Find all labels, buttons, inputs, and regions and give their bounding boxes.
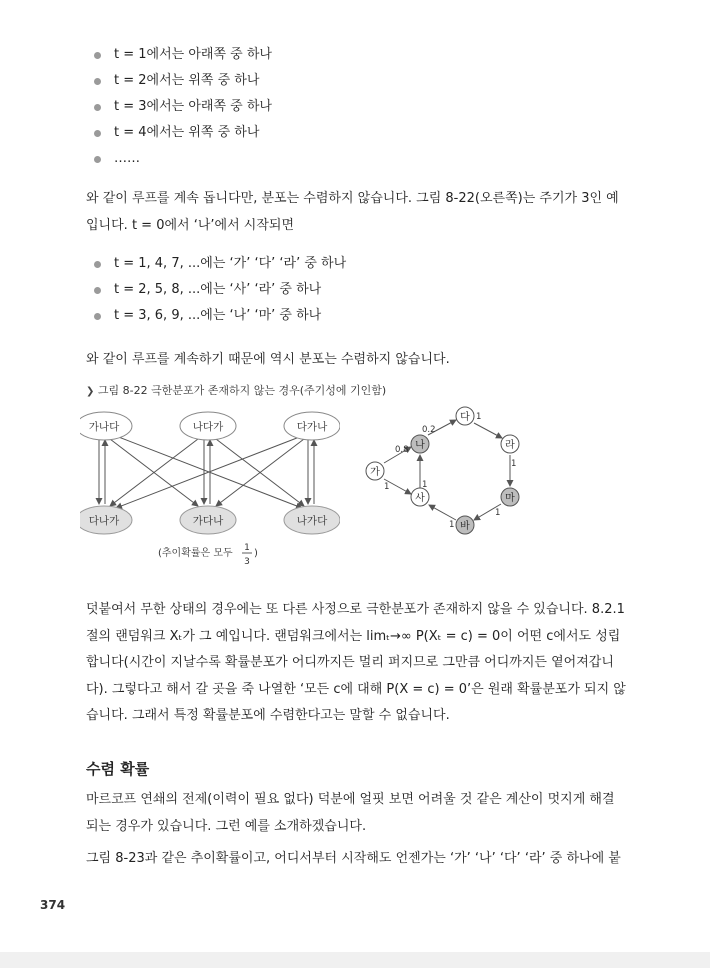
page-number: 374	[40, 898, 66, 912]
list-item: ……	[92, 146, 272, 172]
state-node	[456, 516, 474, 534]
transition-edges	[384, 420, 510, 520]
state-node-label: 나다가	[192, 421, 224, 433]
paragraph-line: 절의 랜덤워크 Xₜ가 그 예입니다. 랜덤워크에서는 limₜ→∞ P(Xₜ = c) = 0이 어떤 c에서도 성립	[86, 628, 621, 644]
bullet-list-2	[92, 251, 346, 329]
edge-label: 1	[476, 412, 482, 422]
list-item: t = 1, 4, 7, ...에는 ‘가’ ‘다’ ‘라’ 중 하나	[92, 251, 346, 277]
list-item: t = 1에서는 아래쪽 중 하나	[92, 42, 272, 68]
edge-label: 1	[495, 508, 501, 518]
list-item: t = 2, 5, 8, ...에는 ‘사’ ‘라’ 중 하나	[92, 277, 346, 303]
probability-note	[158, 543, 258, 567]
state-node-label: 가	[370, 467, 380, 478]
probability-fraction-denominator: 3	[244, 557, 250, 567]
bullet-list-1	[92, 42, 272, 172]
state-node	[180, 506, 236, 534]
state-node-label: 나가다	[296, 515, 328, 527]
paragraph-line: 입니다. t = 0에서 ‘나’에서 시작되면	[86, 217, 295, 233]
paragraph-2: 와 같이 루프를 계속하기 때문에 역시 분포는 수렴하지 않습니다.	[86, 352, 450, 367]
state-node-label: 나	[415, 440, 425, 451]
probability-note-prefix: (추이확률은 모두	[158, 548, 233, 559]
list-item: t = 4에서는 위쪽 중 하나	[92, 120, 272, 146]
state-node	[80, 506, 132, 534]
state-node	[411, 435, 429, 453]
transition-edges	[99, 436, 314, 508]
edge-label: 0.2	[422, 425, 436, 435]
state-node-label: 라	[505, 440, 515, 451]
state-node	[411, 488, 429, 506]
edge-label: 1	[449, 520, 455, 530]
paragraph-line: 되는 경우가 있습니다. 그런 예를 소개하겠습니다.	[86, 818, 367, 834]
edge-labels	[384, 412, 516, 530]
state-node-label: 가다나	[192, 515, 224, 527]
state-node-label: 사	[415, 493, 425, 504]
chevron-down-icon: ❯	[86, 386, 95, 397]
state-node	[456, 407, 474, 425]
paragraph-line: 다). 그렇다고 해서 갈 곳을 죽 나열한 ‘모든 c에 대해 P(X = c) = 0’은 원래 확률분포가 되지 않	[86, 681, 626, 697]
edge-label: 0.8	[395, 445, 409, 455]
section-heading: 수렴 확률	[86, 760, 150, 778]
state-node-label: 다	[460, 412, 470, 423]
bottom-strip	[0, 952, 710, 968]
state-node	[501, 435, 519, 453]
state-node	[284, 506, 340, 534]
state-node	[284, 412, 340, 440]
edge-label: 1	[422, 480, 428, 490]
paragraph-3	[86, 597, 626, 730]
state-node	[366, 462, 384, 480]
paragraph-1	[86, 186, 626, 239]
state-node	[501, 488, 519, 506]
edge-label: 1	[511, 459, 517, 469]
state-node-label: 다가나	[296, 421, 328, 433]
state-node-label: 다나가	[88, 515, 120, 527]
state-node	[180, 412, 236, 440]
state-node-label: 바	[460, 521, 470, 532]
paragraph-5: 그림 8-23과 같은 추이확률이고, 어디서부터 시작해도 언젠가는 ‘가’ ‘나’ ‘다’ ‘라’ 중 하나에 붙	[86, 851, 621, 866]
state-node	[80, 412, 132, 440]
paragraph-line: 와 같이 루프를 계속 돕니다만, 분포는 수렴하지 않습니다. 그림 8-22(오른쪽)는 주기가 3인 예	[86, 191, 619, 206]
probability-note-suffix: )	[254, 548, 258, 559]
state-node-label: 마	[505, 493, 515, 504]
edge-label: 1	[384, 482, 390, 492]
list-item: t = 2에서는 위쪽 중 하나	[92, 68, 272, 94]
figure-right-diagram	[355, 400, 535, 545]
list-item: t = 3에서는 아래쪽 중 하나	[92, 94, 272, 120]
paragraph-line: 습니다. 그래서 특정 확률분포에 수렴한다고는 말할 수 없습니다.	[86, 708, 450, 723]
paragraph-line: 덧붙여서 무한 상태의 경우에는 또 다른 사정으로 극한분포가 존재하지 않을 수 있습니다. 8.2.1	[86, 602, 625, 617]
paragraph-line: 합니다(시간이 지날수록 확률분포가 어디까지든 멀리 퍼지므로 그만큼 어디까지든 옅어져갑니	[86, 655, 614, 670]
probability-fraction-numerator: 1	[244, 543, 250, 553]
paragraph-4	[86, 787, 626, 840]
figure-caption	[86, 382, 386, 398]
figure-caption-text: 극한분포가 존재하지 않는 경우(주기성에 기인함)	[151, 384, 387, 397]
list-item: t = 3, 6, 9, ...에는 ‘나’ ‘마’ 중 하나	[92, 303, 346, 329]
state-node-label: 가나다	[88, 421, 120, 433]
figure-caption-label: 그림 8-22	[97, 384, 148, 397]
figure-left-diagram	[80, 404, 340, 574]
paragraph-line: 마르코프 연쇄의 전제(이력이 필요 없다) 덕분에 얼핏 보면 어려울 것 같은 계산이 멋지게 해결	[86, 792, 615, 807]
